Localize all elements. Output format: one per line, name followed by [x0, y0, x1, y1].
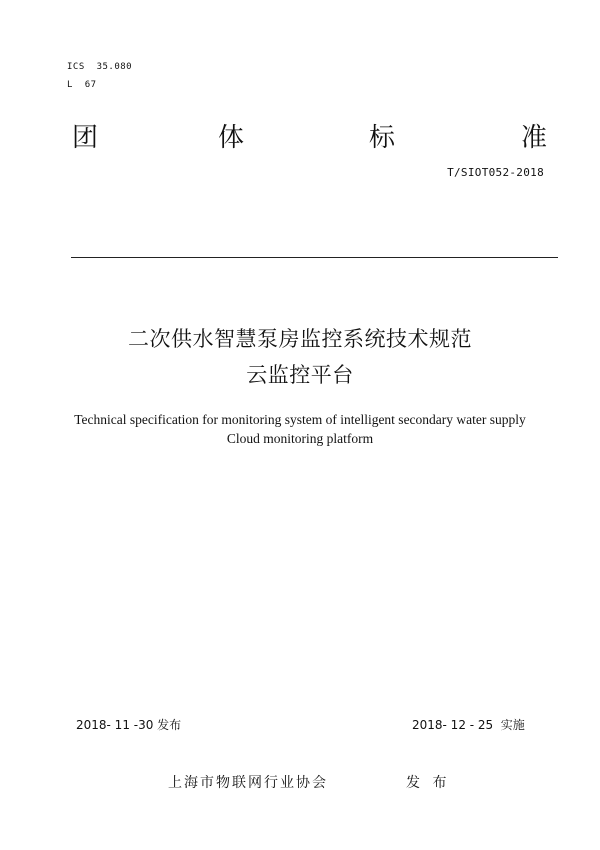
- publisher-name: 上海市物联网行业协会: [168, 775, 328, 791]
- header-divider: [71, 257, 558, 258]
- ics-code: ICS 35.080: [67, 62, 133, 72]
- publish-label: 发 布: [406, 775, 451, 791]
- document-subtitle-cn: 云监控平台: [246, 363, 354, 387]
- standard-type-char: 团: [72, 123, 99, 153]
- standard-type-char: 准: [521, 123, 548, 153]
- document-subtitle-en: Cloud monitoring platform: [226, 431, 374, 446]
- standard-type-char: 标: [369, 123, 396, 153]
- standard-type-char: 体: [218, 123, 245, 153]
- implementation-date: 2018- 12 - 25 实施: [412, 718, 525, 732]
- document-title-cn: 二次供水智慧泵房监控系统技术规范: [128, 327, 472, 351]
- issue-date: 2018- 11 -30 发布: [76, 718, 182, 732]
- ccs-code: L 67: [67, 80, 97, 90]
- standard-number: T/SIOT052-2018: [447, 166, 544, 179]
- document-title-en: Technical specification for monitoring system of intelligent secondary water supply: [74, 412, 526, 427]
